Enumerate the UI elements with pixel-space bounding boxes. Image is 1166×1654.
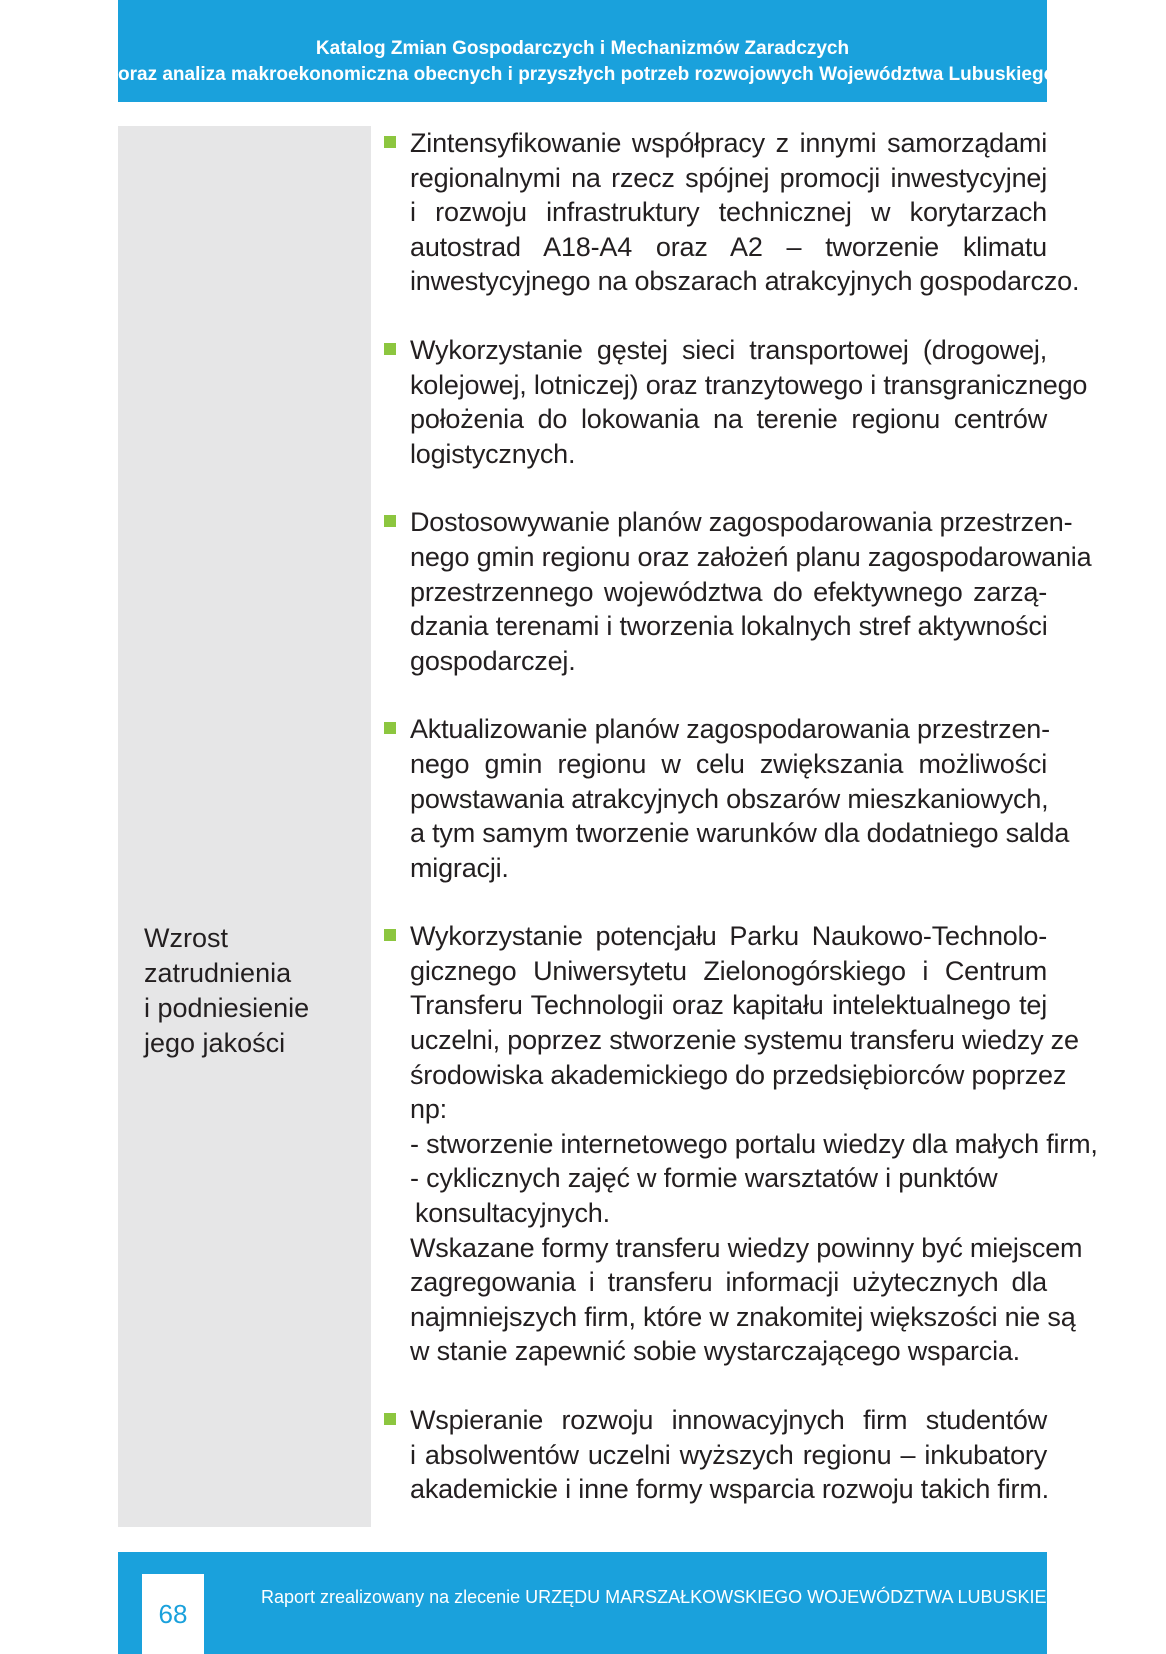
item-line: a tym samym tworzenie warunków dla dodatniego salda (410, 818, 1070, 849)
square-bullet-icon (384, 515, 396, 527)
list-item (382, 333, 1088, 471)
item-line: nego gmin regionu oraz założeń planu zagospodarowania (410, 541, 1092, 572)
left-label-line: i podniesienie (144, 993, 310, 1023)
item-line: zagregowania i transferu informacji użytecznych dla (410, 1267, 1047, 1298)
bullet-list (382, 126, 1098, 1541)
left-column-panel (118, 126, 371, 1527)
square-bullet-icon (384, 343, 396, 355)
item-line: położenia do lokowania na terenie regionu centrów (410, 404, 1047, 435)
item-line: uczelni, poprzez stworzenie systemu transferu wiedzy ze (410, 1025, 1079, 1056)
item-line: powstawania atrakcyjnych obszarów mieszkaniowych, (410, 783, 1049, 814)
left-label-line: jego jakości (144, 1028, 286, 1058)
item-line: migracji. (410, 852, 509, 883)
item-line: Aktualizowanie planów zagospodarowania przestrzen- (410, 714, 1050, 745)
list-item (382, 505, 1092, 678)
item-line: gicznego Uniwersytetu Zielonogórskiego i Centrum (410, 955, 1047, 986)
item-line: - cyklicznych zajęć w formie warsztatów i punktów (410, 1163, 998, 1194)
list-item (382, 919, 1098, 1369)
square-bullet-icon (384, 722, 396, 734)
item-line: regionalnymi na rzecz spójnej promocji inwestycyjnej (410, 162, 1047, 193)
item-line: przestrzennego województwa do efektywnego zarzą- (410, 576, 1047, 607)
list-item (382, 126, 1080, 299)
page-footer (118, 1552, 1075, 1654)
item-line: w stanie zapewnić sobie wystarczającego wsparcia. (410, 1336, 1020, 1367)
item-line: kolejowej, lotniczej) oraz tranzytowego i transgranicznego (410, 369, 1088, 400)
item-line: dzania terenami i tworzenia lokalnych stref aktywności (410, 611, 1048, 642)
footer-text: Raport zrealizowany na zlecenie URZĘDU MARSZAŁKOWSKIEGO WOJEWÓDZTWA LUBUSKIEGO (261, 1587, 1075, 1607)
item-line: Wykorzystanie gęstej sieci transportowej (drogowej, (410, 334, 1047, 365)
item-line: nego gmin regionu w celu zwiększania możliwości (410, 748, 1047, 779)
item-line: Dostosowywanie planów zagospodarowania przestrzen- (410, 507, 1073, 538)
left-column-label (144, 921, 364, 1061)
item-line: np: (410, 1094, 447, 1125)
item-line: Wykorzystanie potencjału Parku Naukowo-Technolo- (410, 921, 1047, 952)
item-line: najmniejszych firm, które w znakomitej większości nie są (410, 1301, 1076, 1332)
header-title-line1: Katalog Zmian Gospodarczych i Mechanizmów Zaradczych (315, 38, 850, 59)
list-item (382, 712, 1070, 885)
item-line: i absolwentów uczelni wyższych regionu – inkubatory (410, 1439, 1047, 1470)
item-line: środowiska akademickiego do przedsiębiorców poprzez (410, 1059, 1067, 1090)
item-line: gospodarczej. (410, 645, 576, 676)
item-line: Zintensyfikowanie współpracy z innymi samorządami (410, 128, 1047, 158)
item-line: Transferu Technologii oraz kapitału intelektualnego tej (410, 990, 1047, 1021)
item-line: autostrad A18-A4 oraz A2 – tworzenie klimatu (410, 231, 1047, 262)
item-line: - stworzenie internetowego portalu wiedzy dla małych firm, (410, 1128, 1098, 1159)
square-bullet-icon (384, 136, 396, 148)
square-bullet-icon (384, 1413, 396, 1425)
list-item (382, 1403, 1047, 1507)
item-line: konsultacyjnych. (415, 1198, 610, 1229)
item-line: inwestycyjnego na obszarach atrakcyjnych gospodarczo. (410, 266, 1080, 297)
item-line: Wspieranie rozwoju innowacyjnych firm studentów (410, 1405, 1047, 1435)
square-bullet-icon (384, 929, 396, 941)
page-header (118, 0, 1056, 102)
left-label-line: Wzrost (144, 923, 228, 953)
item-line: akademickie i inne formy wsparcia rozwoju takich firm. (410, 1474, 1049, 1505)
item-line: Wskazane formy transferu wiedzy powinny być miejscem (410, 1232, 1083, 1263)
header-title-line2: oraz analiza makroekonomiczna obecnych i przyszłych potrzeb rozwojowych Województwa Lubuskiego (118, 64, 1056, 85)
item-line: logistycznych. (410, 438, 576, 469)
left-label-line: zatrudnienia (144, 958, 292, 988)
page-number: 68 (142, 1574, 204, 1654)
item-line: i rozwoju infrastruktury technicznej w korytarzach (410, 197, 1047, 228)
